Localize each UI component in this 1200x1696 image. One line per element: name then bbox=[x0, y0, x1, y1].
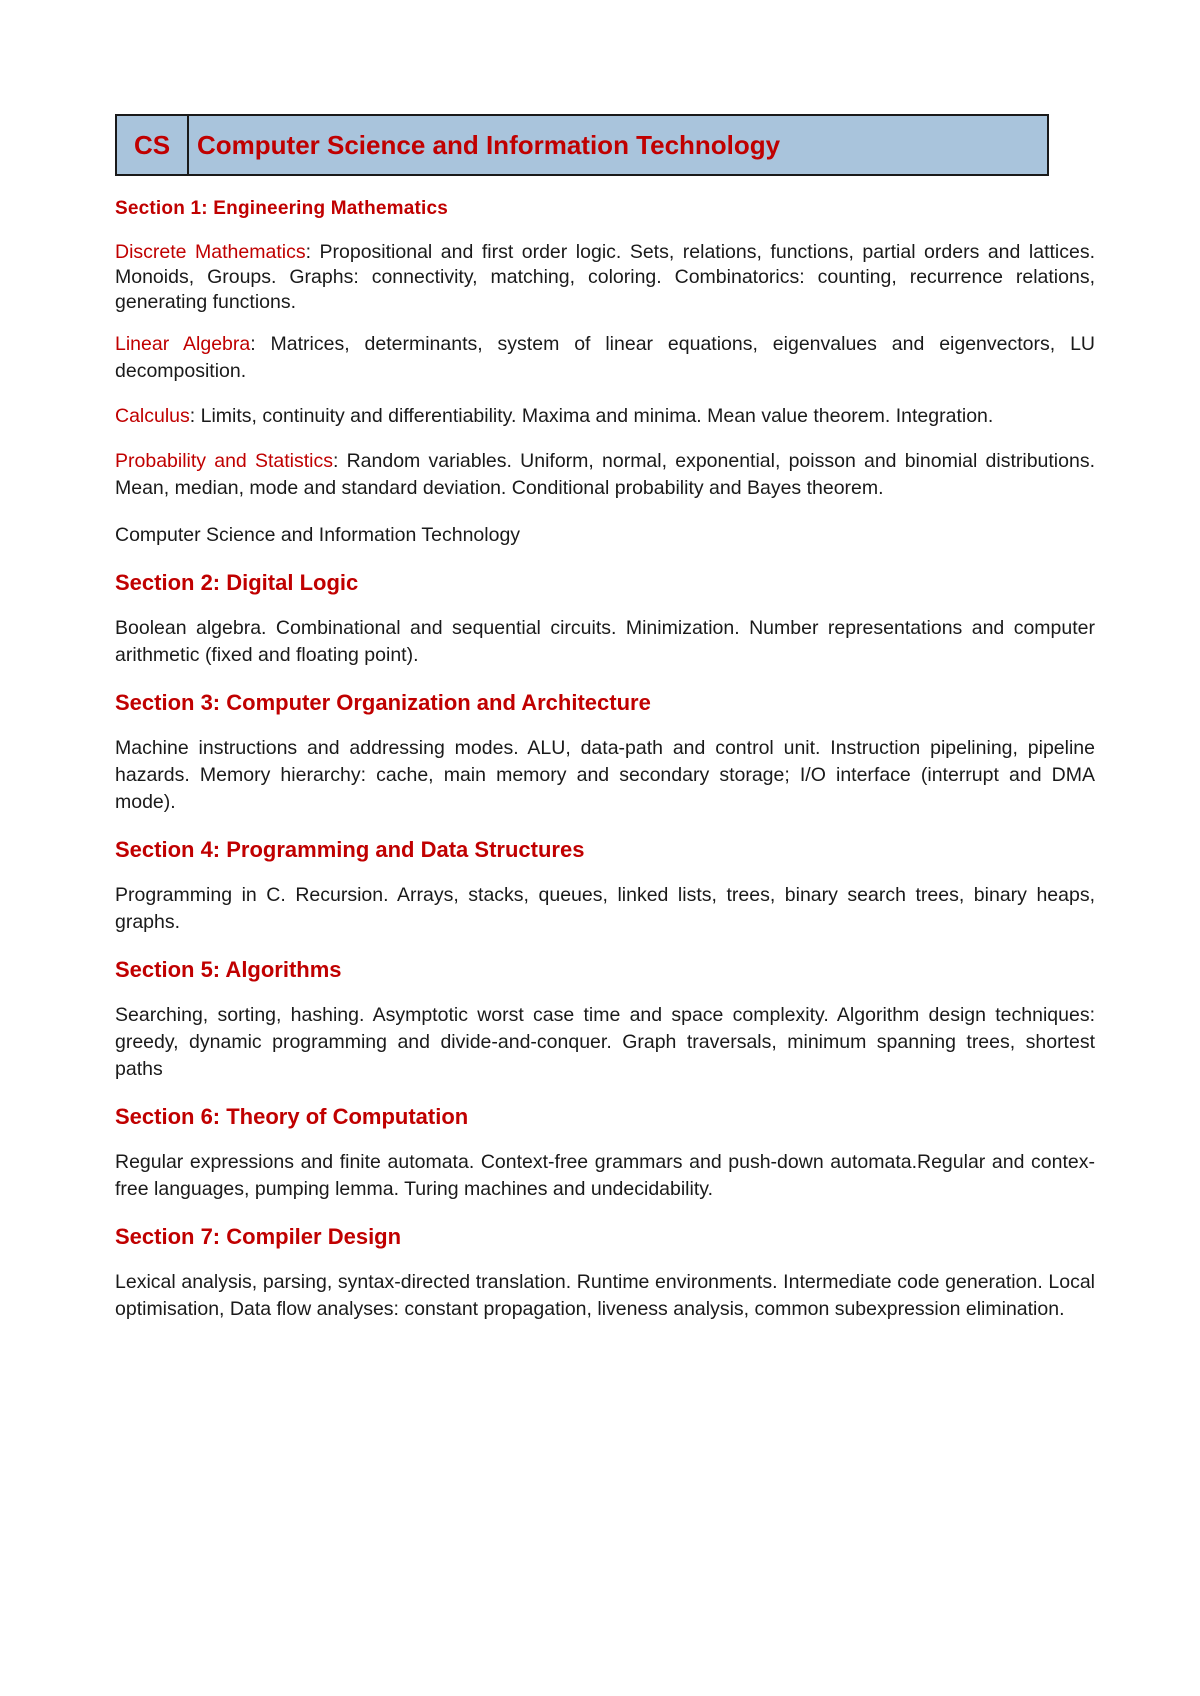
section-6-heading: Section 6: Theory of Computation bbox=[115, 1104, 469, 1129]
section-3-body: Machine instructions and addressing modes. ALU, data-path and control unit. Instruction pipelining, pipeline hazards. Memory hierarchy: cache, main memory and secondary storage; I/O interface (interrupt and DMA mode). bbox=[115, 737, 1095, 813]
section-4-body: Programming in C. Recursion. Arrays, stacks, queues, linked lists, trees, binary search trees, binary heaps, graphs. bbox=[115, 884, 1095, 933]
topic-text: : Matrices, determinants, system of linear equations, eigenvalues and eigenvectors, LU decomposition. bbox=[115, 333, 1095, 382]
section-3-heading: Section 3: Computer Organization and Architecture bbox=[115, 690, 651, 715]
section-5-heading: Section 5: Algorithms bbox=[115, 957, 342, 982]
subject-name-note: Computer Science and Information Technology bbox=[115, 524, 521, 546]
subject-title: Computer Science and Information Technology bbox=[197, 129, 781, 160]
subject-header bbox=[115, 114, 1049, 176]
topic-discrete-mathematics bbox=[115, 240, 1095, 315]
topic-calculus bbox=[115, 403, 1095, 430]
topic-lead: Calculus bbox=[115, 405, 190, 427]
topic-linear-algebra bbox=[115, 331, 1095, 385]
section-4-heading: Section 4: Programming and Data Structures bbox=[115, 837, 585, 862]
topic-lead: Linear Algebra bbox=[115, 333, 251, 355]
subject-code: CS bbox=[117, 116, 189, 174]
topic-text: : Random variables. Uniform, normal, exponential, poisson and binomial distributions. Mean, median, mode and standard deviation. Conditional probability and Bayes theorem. bbox=[115, 450, 1095, 499]
section-2-heading: Section 2: Digital Logic bbox=[115, 570, 359, 595]
syllabus-page bbox=[115, 114, 1095, 1323]
section-5-body: Searching, sorting, hashing. Asymptotic worst case time and space complexity. Algorithm design techniques: greedy, dynamic programming and divide-and-conquer. Graph traversals, minimum spanning trees, shortest paths bbox=[115, 1004, 1095, 1080]
section-2-body: Boolean algebra. Combinational and sequential circuits. Minimization. Number representations and computer arithmetic (fixed and floating point). bbox=[115, 617, 1095, 666]
topic-text: : Limits, continuity and differentiability. Maxima and minima. Mean value theorem. Integration. bbox=[189, 405, 994, 427]
topic-lead: Probability and Statistics bbox=[115, 450, 333, 472]
section-6-body: Regular expressions and finite automata. Context-free grammars and push-down automata.Regular and contex-free languages, pumping lemma. Turing machines and undecidability. bbox=[115, 1151, 1095, 1200]
topic-probability-statistics bbox=[115, 448, 1095, 502]
topic-text: : Propositional and first order logic. Sets, relations, functions, partial orders and lattices. Monoids, Groups. Graphs: connectivity, matching, coloring. Combinatorics: counting, recurrence relations, generating functions. bbox=[115, 241, 1095, 313]
section-7-heading: Section 7: Compiler Design bbox=[115, 1224, 402, 1249]
section-1-heading: Section 1: Engineering Mathematics bbox=[115, 198, 449, 219]
topic-lead: Discrete Mathematics bbox=[115, 241, 306, 263]
section-7-body: Lexical analysis, parsing, syntax-directed translation. Runtime environments. Intermediate code generation. Local optimisation, Data flow analyses: constant propagation, liveness analysis, common subexpression elimination. bbox=[115, 1271, 1095, 1320]
